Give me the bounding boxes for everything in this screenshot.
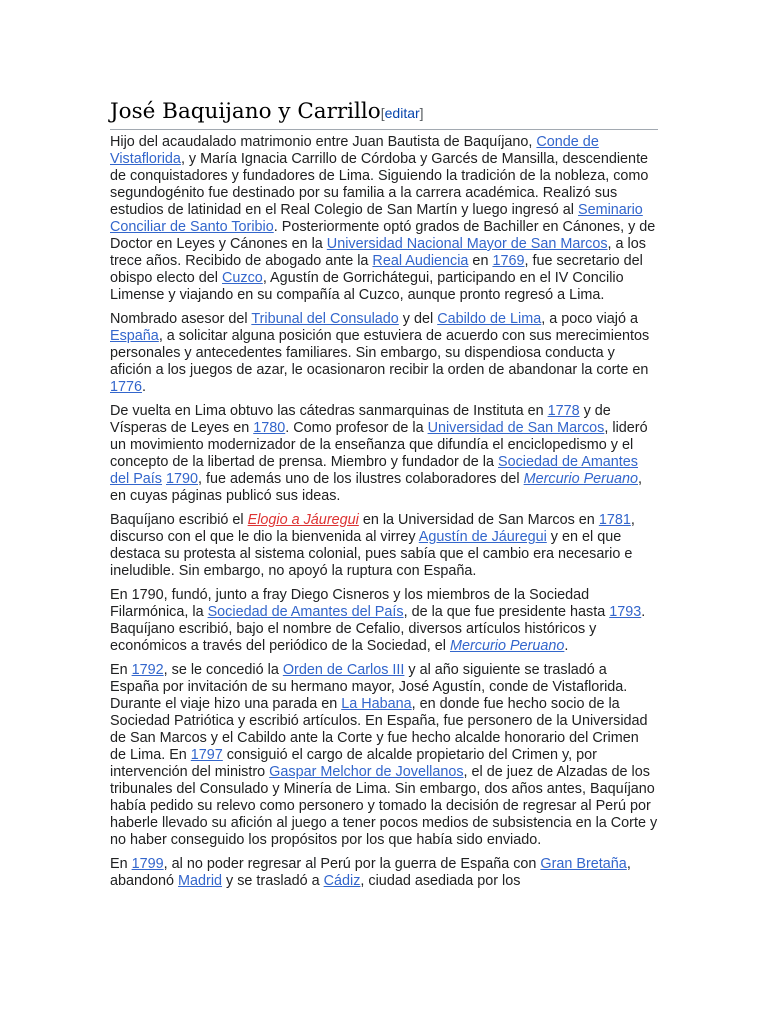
- text: , al no poder regresar al Perú por la guerra de España con: [163, 856, 541, 872]
- paragraph-1: [110, 134, 658, 304]
- paragraph-5: [110, 587, 658, 655]
- text: , y María Ignacia Carrillo de Córdoba y Garcés de Mansilla, descendiente de conquistadores y fundadores de Lima. Siguiendo la tradición de la nobleza, como segundogénito fue destinado por su familia a la carrera académica. Realizó sus estudios de latinidad en el Real Colegio de San Martín y luego ingresó al: [110, 151, 649, 218]
- text: , en cuyas páginas publicó sus ideas.: [110, 471, 642, 504]
- link-text: Mercurio Peruano: [523, 471, 638, 487]
- text: , abandonó: [110, 856, 631, 889]
- link-conde-de-vistaflorida[interactable]: Conde de Vistaflorida: [110, 134, 599, 167]
- link-tribunal-del-consulado[interactable]: Tribunal del Consulado: [251, 311, 399, 327]
- paragraph-7: [110, 856, 658, 890]
- link-mercurio-peruano[interactable]: [450, 638, 564, 654]
- link-1778[interactable]: 1778: [547, 403, 580, 419]
- text: Hijo del acaudalado matrimonio entre Juan Bautista de Baquíjano,: [110, 134, 537, 150]
- link-la-habana[interactable]: La Habana: [341, 696, 412, 712]
- text: .: [564, 638, 569, 654]
- link-elogio-a-jauregui[interactable]: [248, 512, 359, 528]
- edit-link[interactable]: editar: [384, 105, 420, 121]
- link-cadiz[interactable]: Cádiz: [323, 873, 361, 889]
- link-1776[interactable]: 1776: [110, 379, 143, 395]
- link-universidad-san-marcos[interactable]: Universidad Nacional Mayor de San Marcos: [326, 236, 608, 252]
- text: Nombrado asesor del: [110, 311, 252, 327]
- paragraph-6: [110, 662, 658, 849]
- link-1769[interactable]: 1769: [492, 253, 525, 269]
- link-1799[interactable]: 1799: [131, 856, 164, 872]
- link-1797[interactable]: 1797: [190, 747, 223, 763]
- link-gaspar-melchor-de-jovellanos[interactable]: Gaspar Melchor de Jovellanos: [269, 764, 464, 780]
- text: En: [110, 856, 132, 872]
- text: , fue además uno de los ilustres colaboradores del: [198, 471, 524, 487]
- link-text: Mercurio Peruano: [449, 638, 565, 654]
- text: y de Vísperas de Leyes en: [110, 403, 611, 436]
- link-orden-de-carlos-iii[interactable]: Orden de Carlos III: [282, 662, 405, 678]
- text: , a los trece años. Recibido de abogado ante la: [110, 236, 646, 269]
- article: [110, 99, 658, 897]
- text: En: [110, 662, 132, 678]
- link-1790[interactable]: 1790: [166, 471, 199, 487]
- paragraph-3: [110, 403, 658, 505]
- link-gran-bretana[interactable]: Gran Bretaña: [540, 856, 627, 872]
- link-madrid[interactable]: Madrid: [178, 873, 223, 889]
- text: , se le concedió la: [163, 662, 283, 678]
- text: . Posteriormente optó grados de Bachiller en Cánones, y de Doctor en Leyes y Cánones en la: [110, 219, 656, 252]
- link-1792[interactable]: 1792: [131, 662, 164, 678]
- text: . Como profesor de la: [285, 420, 428, 436]
- text: De vuelta en Lima obtuvo las cátedras sanmarquinas de Instituta en: [110, 403, 548, 419]
- text: , de la que fue presidente hasta: [403, 604, 610, 620]
- link-mercurio-peruano[interactable]: [524, 471, 638, 487]
- text: Baquíjano escribió el: [110, 512, 248, 528]
- text: , ciudad asediada por los: [360, 873, 521, 889]
- edit-bracket-open: [: [380, 105, 385, 121]
- text: , discurso con el que le dio la bienvenida al virrey: [110, 512, 635, 545]
- link-1793[interactable]: 1793: [609, 604, 642, 620]
- text: , a solicitar alguna posición que estuviera de acuerdo con sus merecimientos personales y antecedentes familiares. Sin embargo, su dispendiosa conducta y afición a los juegos de azar, le ocasionaron recibir la orden de abandonar la corte en: [110, 328, 650, 378]
- paragraph-2: [110, 311, 658, 396]
- link-text: Elogio a Jáuregui: [247, 512, 359, 528]
- link-cabildo-de-lima[interactable]: Cabildo de Lima: [437, 311, 542, 327]
- link-1781[interactable]: 1781: [598, 512, 631, 528]
- edit-bracket-close: ]: [419, 105, 424, 121]
- paragraph-4: [110, 512, 658, 580]
- text: . Baquíjano escribió, bajo el nombre de Cefalio, diversos artículos históricos y económicos a través del periódico de la Sociedad, el: [110, 604, 646, 654]
- text: en: [468, 253, 493, 269]
- text: y se trasladó a: [222, 873, 324, 889]
- text: y en el que destaca su protesta al sistema colonial, pues sabía que el cambio era necesario e ineludible. Sin embargo, no apoyó la ruptura con España.: [110, 529, 633, 579]
- text: y al año siguiente se trasladó a España por invitación de su hermano mayor, José Agustín, conde de Vistaflorida. Durante el viaje hizo una parada en: [110, 662, 628, 712]
- text: , el de juez de Alzadas de los tribunales del Consulado y Minería de Lima. Sin embargo, dos años antes, Baquíjano había pedido su relevo como personero y tomado la decisión de regresar al Perú por haberle llevado su afición al juego a tener pocos medios de subsistencia en la Corte y no haber conseguido los propósitos por los que había sido enviado.: [110, 764, 658, 848]
- text: , fue secretario del obispo electo del: [110, 253, 643, 286]
- text: En 1790, fundó, junto a fray Diego Cisneros y los miembros de la Sociedad Filarmónica, la: [110, 587, 590, 620]
- text: en la Universidad de San Marcos en: [358, 512, 599, 528]
- text: .: [142, 379, 147, 395]
- link-agustin-de-jauregui[interactable]: Agustín de Jáuregui: [418, 529, 547, 545]
- link-seminario-santo-toribio[interactable]: Seminario Conciliar de Santo Toribio: [110, 202, 643, 235]
- link-universidad-de-san-marcos[interactable]: Universidad de San Marcos: [427, 420, 605, 436]
- text: , a poco viajó a: [541, 311, 639, 327]
- link-espana[interactable]: España: [110, 328, 159, 344]
- text: consiguió el cargo de alcalde propietario del Crimen y, por intervención del ministro: [110, 747, 597, 780]
- link-sociedad-amantes-del-pais[interactable]: Sociedad de Amantes del País: [207, 604, 404, 620]
- text: , en donde fue hecho socio de la Sociedad Patriótica y escribió artículos. En España, fue personero de la Universidad de San Marcos y el Cabildo ante la Corte y fue hecho alcalde honorario del Crimen de Lima. En: [110, 696, 648, 763]
- text: y del: [398, 311, 438, 327]
- section-heading: [110, 99, 658, 130]
- heading-title: José Baquijano y Carrillo: [110, 99, 381, 124]
- link-1780[interactable]: 1780: [253, 420, 286, 436]
- text: , lideró un movimiento modernizador de la enseñanza que difundía el enciclopedismo y el concepto de la libertad de prensa. Miembro y fundador de la: [110, 420, 648, 470]
- link-real-audiencia[interactable]: Real Audiencia: [372, 253, 469, 269]
- text: , Agustín de Gorrichátegui, participando en el IV Concilio Limense y viajando en su compañía al Cuzco, aunque pronto regresó a Lima.: [110, 270, 624, 303]
- link-sociedad-amantes-del-pais[interactable]: Sociedad de Amantes del País: [110, 454, 639, 487]
- link-cuzco[interactable]: Cuzco: [222, 270, 263, 286]
